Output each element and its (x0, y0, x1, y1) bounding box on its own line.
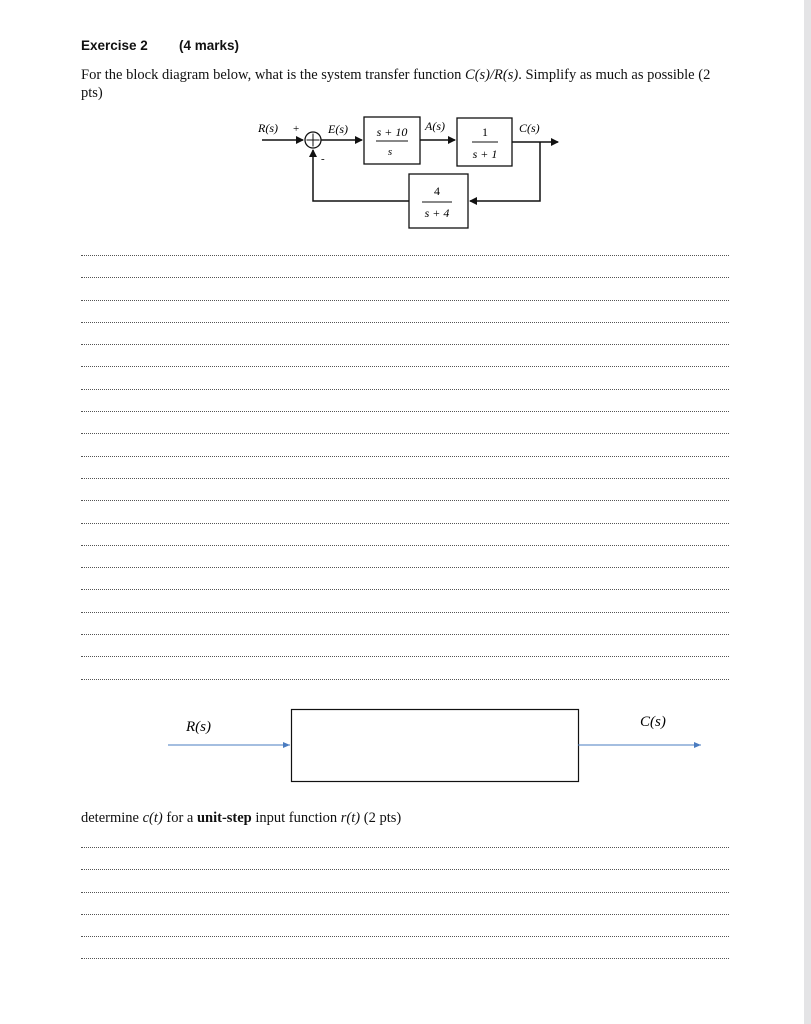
answer-line (81, 300, 729, 301)
question-1-text: For the block diagram below, what is the system transfer function (81, 67, 466, 83)
answer-line (81, 411, 729, 412)
answer-input-label: R(s) (186, 719, 211, 735)
transfer-function-math: C(s)/R(s) (465, 67, 519, 83)
question-2 (81, 810, 401, 827)
intermediate-label: A(s) (425, 119, 445, 133)
question-1 (81, 66, 721, 102)
feedback-numerator: 4 (434, 184, 440, 198)
unit-step-bold: unit-step (196, 810, 252, 826)
exercise-marks: (4 marks) (179, 38, 240, 53)
block2-denominator: s + 1 (472, 147, 498, 161)
answer-line (81, 389, 729, 390)
answer-line (81, 612, 729, 613)
answer-line (81, 869, 729, 870)
answer-output-label: C(s) (640, 714, 666, 730)
input-label: R(s) (258, 121, 278, 135)
answer-line (81, 255, 729, 256)
answer-line (81, 433, 729, 434)
question-1-text-end: . Simplify as much as possible (2 pts) (81, 67, 711, 101)
question-2-text-mid2: input function (251, 810, 341, 826)
answer-line (81, 366, 729, 367)
answer-line (81, 277, 729, 278)
page-edge (804, 0, 811, 1024)
answer-line (81, 478, 729, 479)
feedback-denominator: s + 4 (424, 206, 450, 220)
rt-math: r(t) (340, 810, 361, 826)
answer-line (81, 344, 729, 345)
answer-line (81, 679, 729, 680)
answer-line (81, 936, 729, 937)
exercise-title: Exercise 2 (81, 38, 148, 53)
answer-line (81, 847, 729, 848)
answer-line (81, 958, 729, 959)
answer-line (81, 589, 729, 590)
answer-line (81, 567, 729, 568)
answer-lines-2[interactable] (81, 847, 729, 981)
answer-line (81, 656, 729, 657)
block2-numerator: 1 (482, 125, 488, 139)
minus-sign: - (321, 153, 325, 165)
answer-lines-1[interactable] (81, 255, 729, 701)
answer-line (81, 892, 729, 893)
block1-numerator: s + 10 (376, 125, 408, 139)
answer-line (81, 523, 729, 524)
answer-line (81, 500, 729, 501)
block-diagram (240, 108, 580, 234)
ct-math: c(t) (142, 810, 163, 826)
answer-line (81, 634, 729, 635)
output-label: C(s) (519, 121, 540, 135)
answer-line (81, 914, 729, 915)
block1-denominator: s (387, 146, 393, 158)
answer-line (81, 545, 729, 546)
error-label: E(s) (328, 122, 348, 136)
exercise-heading (81, 38, 240, 53)
question-2-text: determine (81, 810, 143, 826)
plus-sign: + (293, 123, 300, 135)
answer-block-diagram (160, 700, 720, 795)
question-2-text-mid: for a (162, 810, 197, 826)
answer-line (81, 322, 729, 323)
question-2-text-end: (2 pts) (360, 810, 402, 826)
answer-line (81, 456, 729, 457)
answer-box[interactable] (292, 710, 579, 782)
